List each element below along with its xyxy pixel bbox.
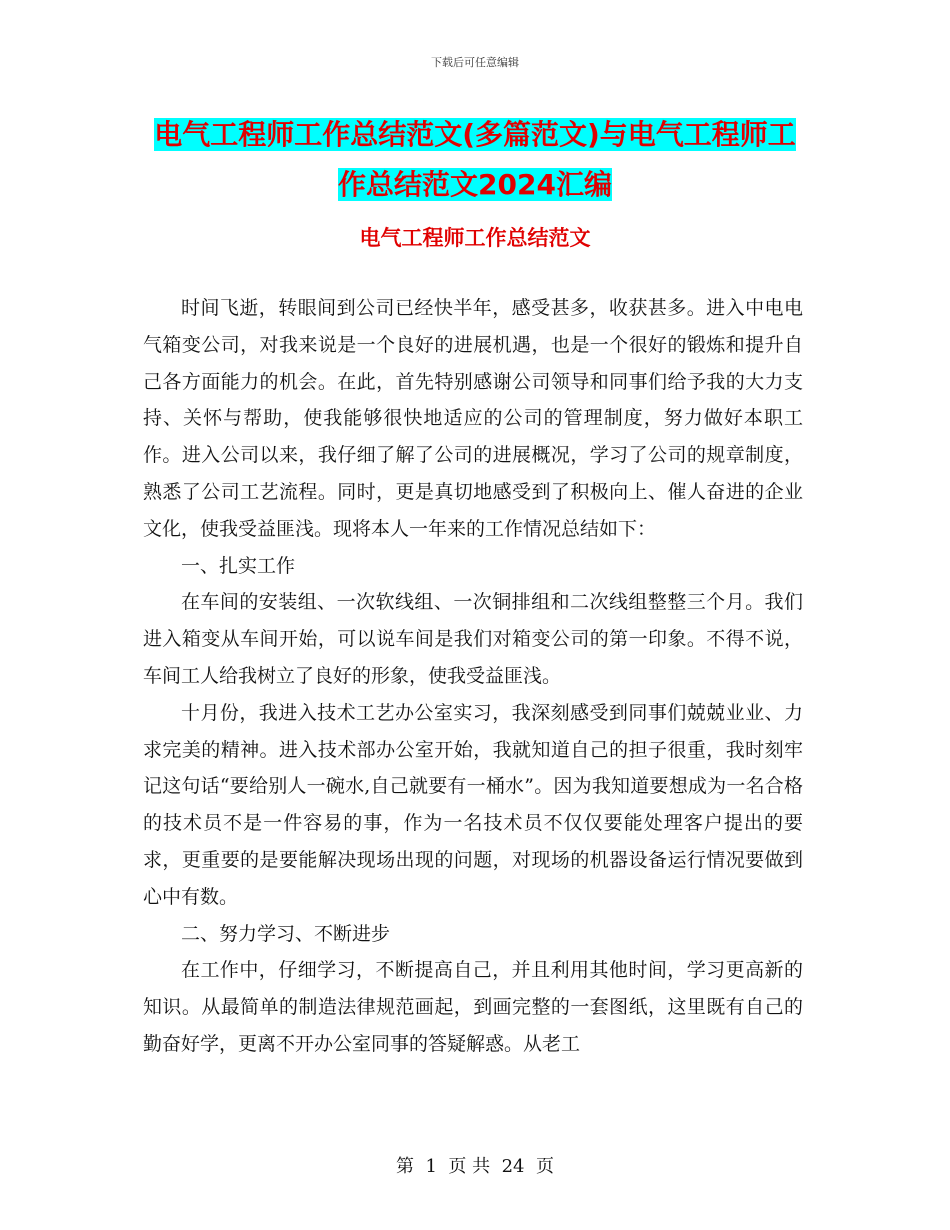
section-title: 电气工程师工作总结范文 bbox=[359, 226, 591, 250]
heading-solid-work: 一、扎实工作 bbox=[181, 554, 296, 577]
paragraph-learning: 在工作中，仔细学习，不断提高自己，并且利用其他时间，学习更高新的知识。从最简单的制造法律规范画起，到画完整的一套图纸，这里既有自己的勤奋好学，更离不开办公室同事的答疑解惑。从老工 bbox=[143, 959, 803, 1055]
total-pages: 24 bbox=[501, 1156, 525, 1177]
title-line-2: 作总结范文2024汇编 bbox=[338, 168, 612, 201]
footer-suffix: 页 bbox=[535, 1156, 554, 1177]
page-number: 1 bbox=[425, 1156, 437, 1177]
document-title bbox=[140, 110, 810, 210]
document-body bbox=[143, 290, 803, 1063]
paragraph-tech-office: 十月份，我进入技术工艺办公室实习，我深刻感受到同事们兢兢业业、力求完美的精神。进入技术部办公室开始，我就知道自己的担子很重，我时刻牢记这句话“要给别人一碗水,自己就要有一桶水”。因为我知道要想成为一名合格的技术员不是一件容易的事，作为一名技术员不仅仅要能处理客户提出的要求，更重要的是要能解决现场出现的问题，对现场的机器设备运行情况要做到心中有数。 bbox=[143, 701, 803, 908]
footer-middle: 页 共 bbox=[448, 1156, 491, 1177]
footer-prefix: 第 bbox=[396, 1156, 415, 1177]
heading-study-progress: 二、努力学习、不断进步 bbox=[181, 922, 391, 945]
header-note: 下载后可任意编辑 bbox=[431, 56, 519, 69]
title-line-1: 电气工程师工作总结范文(多篇范文)与电气工程师工 bbox=[154, 118, 796, 151]
paragraph-workshop: 在车间的安装组、一次软线组、一次铜排组和二次线组整整三个月。我们进入箱变从车间开始，可以说车间是我们对箱变公司的第一印象。不得不说，车间工人给我树立了良好的形象，使我受益匪浅。 bbox=[143, 591, 803, 687]
paragraph-intro: 时间飞逝，转眼间到公司已经快半年，感受甚多，收获甚多。进入中电电气箱变公司，对我来说是一个良好的进展机遇，也是一个很好的锻炼和提升自己各方面能力的机会。在此，首先特别感谢公司领导和同事们给予我的大力支持、关怀与帮助，使我能够很快地适应的公司的管理制度，努力做好本职工作。进入公司以来，我仔细了解了公司的进展概况，学习了公司的规章制度，熟悉了公司工艺流程。同时，更是真切地感受到了积极向上、催人奋进的企业文化，使我受益匪浅。现将本人一年来的工作情况总结如下： bbox=[143, 297, 803, 540]
page-footer bbox=[0, 1152, 950, 1178]
